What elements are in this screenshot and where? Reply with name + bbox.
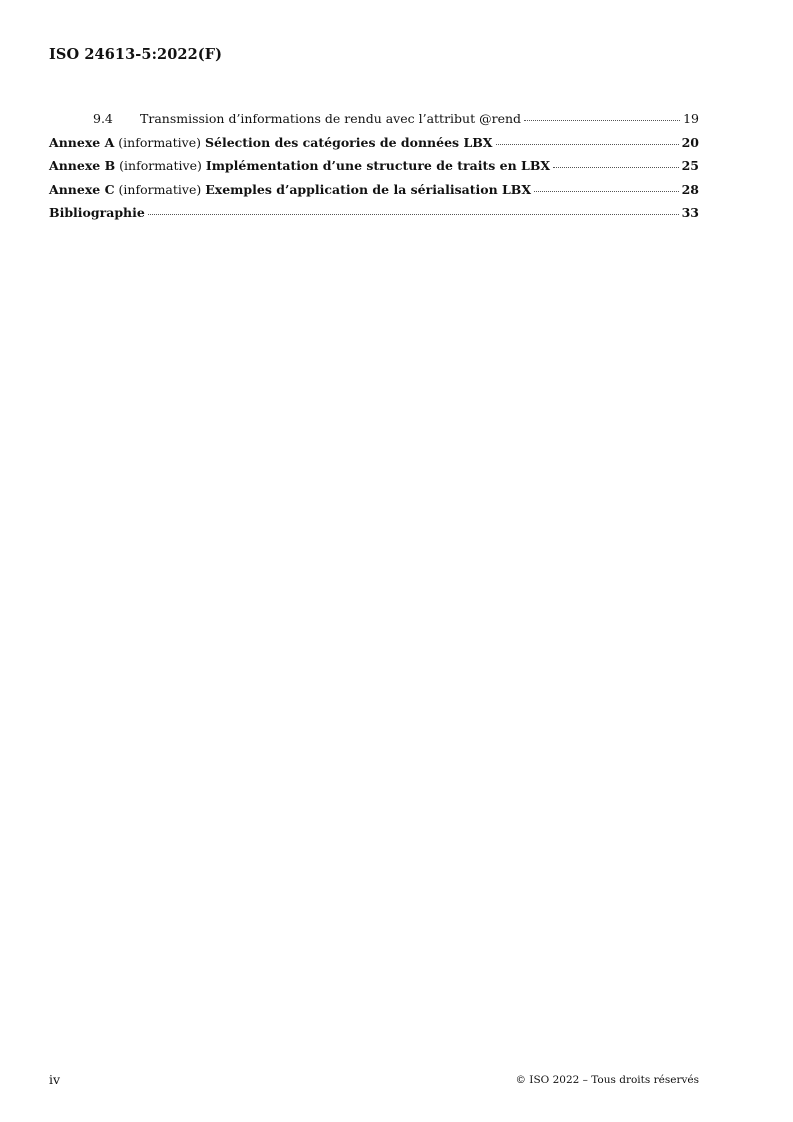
dot-leader: [553, 167, 679, 168]
toc-entry-title: Bibliographie: [49, 205, 145, 220]
toc-entry-page: 20: [681, 134, 699, 150]
annex-kind: (informative): [118, 134, 201, 150]
annex-kind: (informative): [118, 181, 202, 197]
toc-entry-label: [49, 182, 531, 197]
toc-entry-label: [49, 135, 493, 150]
annex-prefix: Annexe B: [49, 158, 116, 173]
toc-entry-annex-a[interactable]: [49, 135, 699, 159]
toc-entry-title: Exemples d’application de la sérialisation LBX: [205, 181, 532, 197]
annex-prefix: Annexe C: [49, 181, 115, 197]
toc-entry-bibliography[interactable]: [49, 205, 699, 229]
annex-kind: (informative): [119, 158, 202, 173]
toc-entry-label: [49, 205, 145, 220]
toc-entry-title: Implémentation d’une structure de traits en LBX: [205, 158, 551, 173]
toc-entry-page: 28: [681, 181, 699, 197]
toc-entry-page: 25: [681, 158, 699, 173]
dot-leader: [524, 120, 680, 121]
dot-leader: [148, 214, 679, 215]
table-of-contents: [49, 111, 699, 229]
toc-entry-number: 9.4: [93, 111, 113, 126]
page-number: iv: [49, 1072, 61, 1087]
toc-entry-page: 19: [683, 111, 699, 126]
annex-prefix: Annexe A: [49, 134, 115, 150]
document-id-header: ISO 24613-5:2022(F): [49, 46, 223, 63]
toc-entry-annex-b[interactable]: [49, 158, 699, 182]
toc-entry-label: [49, 158, 550, 173]
copyright-notice: © ISO 2022 – Tous droits réservés: [515, 1074, 699, 1086]
toc-entry-title: Sélection des catégories de données LBX: [204, 134, 493, 150]
toc-entry-page: 33: [681, 205, 699, 220]
toc-entry-annex-c[interactable]: [49, 182, 699, 206]
dot-leader: [534, 191, 679, 192]
dot-leader: [496, 144, 679, 145]
toc-entry-9-4[interactable]: [49, 111, 699, 135]
toc-entry-title: Transmission d’informations de rendu avec l’attribut @rend: [140, 111, 522, 126]
